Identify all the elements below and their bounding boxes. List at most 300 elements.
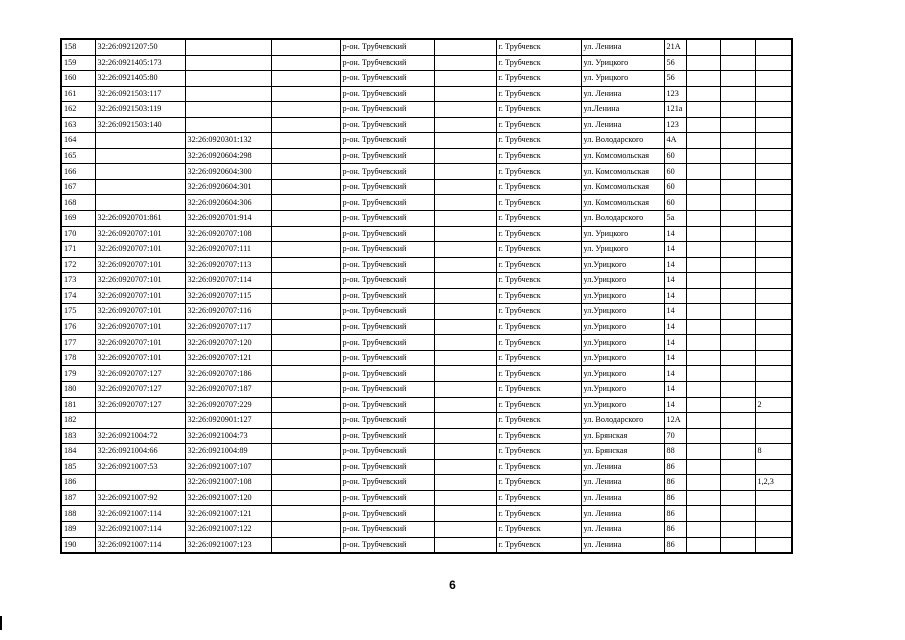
table-row — [61, 304, 792, 320]
city-cell: г. Трубчевск — [496, 304, 581, 320]
cadastral-number-cell: 32:26:0920701:861 — [95, 211, 185, 227]
table-row — [61, 428, 792, 444]
blank-cell — [434, 444, 496, 460]
building-number-cell: 32:26:0921007:107 — [185, 459, 271, 475]
blank-cell — [434, 257, 496, 273]
city-cell: г. Трубчевск — [496, 506, 581, 522]
district-cell: р-он. Трубчевский — [340, 55, 434, 71]
house-number-cell: 14 — [664, 350, 686, 366]
district-cell: р-он. Трубчевский — [340, 273, 434, 289]
blank-cell-3 — [720, 521, 755, 537]
city-cell: г. Трубчевск — [496, 537, 581, 553]
table-row — [61, 506, 792, 522]
cadastral-number-cell: 32:26:0921007:114 — [95, 537, 185, 553]
blank-cell-3 — [720, 382, 755, 398]
street-cell: ул. Ленина — [581, 117, 664, 133]
extra-cell — [271, 86, 340, 102]
street-cell: ул.Урицкого — [581, 350, 664, 366]
row-number-cell: 181 — [61, 397, 95, 413]
extra-cell — [271, 428, 340, 444]
district-cell: р-он. Трубчевский — [340, 490, 434, 506]
building-number-cell — [185, 86, 271, 102]
extra-cell — [271, 226, 340, 242]
note-cell: 8 — [755, 444, 792, 460]
district-cell: р-он. Трубчевский — [340, 521, 434, 537]
note-cell — [755, 273, 792, 289]
blank-cell-3 — [720, 413, 755, 429]
table-body — [61, 39, 792, 553]
building-number-cell: 32:26:0920604:306 — [185, 195, 271, 211]
note-cell: 1,2,3 — [755, 475, 792, 491]
row-number-cell: 186 — [61, 475, 95, 491]
street-cell: ул. Ленина — [581, 506, 664, 522]
blank-cell-2 — [686, 273, 720, 289]
extra-cell — [271, 459, 340, 475]
blank-cell-2 — [686, 335, 720, 351]
house-number-cell: 14 — [664, 382, 686, 398]
blank-cell-3 — [720, 537, 755, 553]
district-cell: р-он. Трубчевский — [340, 319, 434, 335]
district-cell: р-он. Трубчевский — [340, 71, 434, 87]
house-number-cell: 86 — [664, 506, 686, 522]
table-row — [61, 133, 792, 149]
row-number-cell: 163 — [61, 117, 95, 133]
blank-cell-3 — [720, 366, 755, 382]
table-row — [61, 350, 792, 366]
street-cell: ул. Ленина — [581, 39, 664, 55]
blank-cell-2 — [686, 319, 720, 335]
building-number-cell: 32:26:0920707:115 — [185, 288, 271, 304]
street-cell: ул. Брянская — [581, 428, 664, 444]
house-number-cell: 88 — [664, 444, 686, 460]
cadastral-number-cell: 32:26:0921007:114 — [95, 506, 185, 522]
cadastral-number-cell: 32:26:0921405:80 — [95, 71, 185, 87]
extra-cell — [271, 537, 340, 553]
city-cell: г. Трубчевск — [496, 366, 581, 382]
city-cell: г. Трубчевск — [496, 164, 581, 180]
street-cell: ул. Комсомольская — [581, 148, 664, 164]
district-cell: р-он. Трубчевский — [340, 86, 434, 102]
cadastral-number-cell: 32:26:0920707:101 — [95, 350, 185, 366]
street-cell: ул. Брянская — [581, 444, 664, 460]
blank-cell-3 — [720, 211, 755, 227]
extra-cell — [271, 148, 340, 164]
cadastral-number-cell — [95, 179, 185, 195]
street-cell: ул. Ленина — [581, 459, 664, 475]
blank-cell-2 — [686, 195, 720, 211]
row-number-cell: 185 — [61, 459, 95, 475]
row-number-cell: 182 — [61, 413, 95, 429]
cadastral-number-cell — [95, 413, 185, 429]
house-number-cell: 14 — [664, 273, 686, 289]
table-row — [61, 413, 792, 429]
district-cell: р-он. Трубчевский — [340, 39, 434, 55]
blank-cell-3 — [720, 304, 755, 320]
house-number-cell: 86 — [664, 490, 686, 506]
city-cell: г. Трубчевск — [496, 413, 581, 429]
table-row — [61, 335, 792, 351]
blank-cell — [434, 490, 496, 506]
blank-cell — [434, 226, 496, 242]
blank-cell — [434, 521, 496, 537]
blank-cell — [434, 428, 496, 444]
blank-cell — [434, 211, 496, 227]
house-number-cell: 14 — [664, 335, 686, 351]
street-cell: ул.Урицкого — [581, 257, 664, 273]
blank-cell — [434, 39, 496, 55]
building-number-cell: 32:26:0920604:298 — [185, 148, 271, 164]
blank-cell-2 — [686, 164, 720, 180]
city-cell: г. Трубчевск — [496, 335, 581, 351]
extra-cell — [271, 475, 340, 491]
district-cell: р-он. Трубчевский — [340, 366, 434, 382]
blank-cell-3 — [720, 133, 755, 149]
city-cell: г. Трубчевск — [496, 288, 581, 304]
table-row — [61, 490, 792, 506]
street-cell: ул.Урицкого — [581, 319, 664, 335]
cadastral-number-cell: 32:26:0921004:72 — [95, 428, 185, 444]
building-number-cell: 32:26:0921007:121 — [185, 506, 271, 522]
row-number-cell: 177 — [61, 335, 95, 351]
street-cell: ул. Комсомольская — [581, 179, 664, 195]
building-number-cell: 32:26:0920707:229 — [185, 397, 271, 413]
table-row — [61, 148, 792, 164]
note-cell — [755, 226, 792, 242]
cadastral-number-cell — [95, 148, 185, 164]
district-cell: р-он. Трубчевский — [340, 413, 434, 429]
blank-cell-3 — [720, 428, 755, 444]
street-cell: ул.Урицкого — [581, 273, 664, 289]
blank-cell-3 — [720, 117, 755, 133]
table-row — [61, 86, 792, 102]
extra-cell — [271, 413, 340, 429]
table-row — [61, 459, 792, 475]
blank-cell — [434, 506, 496, 522]
street-cell: ул.Урицкого — [581, 335, 664, 351]
table-row — [61, 39, 792, 55]
note-cell — [755, 211, 792, 227]
note-cell — [755, 102, 792, 118]
building-number-cell — [185, 102, 271, 118]
city-cell: г. Трубчевск — [496, 428, 581, 444]
street-cell: ул. Ленина — [581, 490, 664, 506]
extra-cell — [271, 382, 340, 398]
district-cell: р-он. Трубчевский — [340, 242, 434, 258]
building-number-cell: 32:26:0921004:89 — [185, 444, 271, 460]
row-number-cell: 167 — [61, 179, 95, 195]
street-cell: ул.Урицкого — [581, 304, 664, 320]
row-number-cell: 162 — [61, 102, 95, 118]
building-number-cell: 32:26:0921007:122 — [185, 521, 271, 537]
row-number-cell: 160 — [61, 71, 95, 87]
cadastral-number-cell: 32:26:0921503:119 — [95, 102, 185, 118]
district-cell: р-он. Трубчевский — [340, 459, 434, 475]
city-cell: г. Трубчевск — [496, 459, 581, 475]
city-cell: г. Трубчевск — [496, 86, 581, 102]
extra-cell — [271, 319, 340, 335]
house-number-cell: 123 — [664, 86, 686, 102]
blank-cell-2 — [686, 71, 720, 87]
blank-cell-3 — [720, 288, 755, 304]
city-cell: г. Трубчевск — [496, 397, 581, 413]
blank-cell-3 — [720, 55, 755, 71]
house-number-cell: 14 — [664, 304, 686, 320]
building-number-cell: 32:26:0920604:301 — [185, 179, 271, 195]
blank-cell — [434, 288, 496, 304]
district-cell: р-он. Трубчевский — [340, 537, 434, 553]
note-cell — [755, 148, 792, 164]
city-cell: г. Трубчевск — [496, 475, 581, 491]
house-number-cell: 14 — [664, 288, 686, 304]
street-cell: ул. Ленина — [581, 521, 664, 537]
building-number-cell: 32:26:0920707:186 — [185, 366, 271, 382]
note-cell — [755, 164, 792, 180]
note-cell — [755, 257, 792, 273]
note-cell — [755, 242, 792, 258]
blank-cell-3 — [720, 257, 755, 273]
note-cell — [755, 382, 792, 398]
cadastral-number-cell: 32:26:0920707:101 — [95, 257, 185, 273]
blank-cell-3 — [720, 475, 755, 491]
blank-cell-2 — [686, 133, 720, 149]
city-cell: г. Трубчевск — [496, 133, 581, 149]
table-row — [61, 382, 792, 398]
blank-cell-2 — [686, 475, 720, 491]
street-cell: ул.Урицкого — [581, 382, 664, 398]
city-cell: г. Трубчевск — [496, 490, 581, 506]
cadastral-number-cell: 32:26:0920707:101 — [95, 288, 185, 304]
blank-cell-2 — [686, 459, 720, 475]
cadastral-number-cell: 32:26:0920707:101 — [95, 319, 185, 335]
table-row — [61, 226, 792, 242]
cadastral-number-cell — [95, 164, 185, 180]
city-cell: г. Трубчевск — [496, 226, 581, 242]
note-cell — [755, 413, 792, 429]
district-cell: р-он. Трубчевский — [340, 195, 434, 211]
house-number-cell: 56 — [664, 55, 686, 71]
row-number-cell: 170 — [61, 226, 95, 242]
building-number-cell: 32:26:0920707:113 — [185, 257, 271, 273]
row-number-cell: 172 — [61, 257, 95, 273]
table-row — [61, 521, 792, 537]
table-row — [61, 71, 792, 87]
table-row — [61, 319, 792, 335]
district-cell: р-он. Трубчевский — [340, 475, 434, 491]
blank-cell-2 — [686, 211, 720, 227]
building-number-cell — [185, 71, 271, 87]
house-number-cell: 14 — [664, 242, 686, 258]
blank-cell-2 — [686, 413, 720, 429]
blank-cell — [434, 117, 496, 133]
blank-cell-2 — [686, 226, 720, 242]
blank-cell-3 — [720, 490, 755, 506]
street-cell: ул. Комсомольская — [581, 164, 664, 180]
city-cell: г. Трубчевск — [496, 179, 581, 195]
extra-cell — [271, 211, 340, 227]
extra-cell — [271, 273, 340, 289]
extra-cell — [271, 288, 340, 304]
note-cell — [755, 537, 792, 553]
street-cell: ул. Ленина — [581, 537, 664, 553]
house-number-cell: 60 — [664, 148, 686, 164]
note-cell — [755, 133, 792, 149]
cadastral-number-cell: 32:26:0921503:140 — [95, 117, 185, 133]
extra-cell — [271, 490, 340, 506]
blank-cell — [434, 86, 496, 102]
street-cell: ул. Володарского — [581, 413, 664, 429]
table-row — [61, 164, 792, 180]
house-number-cell: 123 — [664, 117, 686, 133]
note-cell — [755, 288, 792, 304]
extra-cell — [271, 39, 340, 55]
blank-cell — [434, 475, 496, 491]
extra-cell — [271, 350, 340, 366]
extra-cell — [271, 397, 340, 413]
row-number-cell: 161 — [61, 86, 95, 102]
city-cell: г. Трубчевск — [496, 521, 581, 537]
district-cell: р-он. Трубчевский — [340, 102, 434, 118]
district-cell: р-он. Трубчевский — [340, 226, 434, 242]
row-number-cell: 180 — [61, 382, 95, 398]
house-number-cell: 86 — [664, 537, 686, 553]
building-number-cell: 32:26:0920707:117 — [185, 319, 271, 335]
cadastral-number-cell: 32:26:0920707:127 — [95, 382, 185, 398]
blank-cell-2 — [686, 304, 720, 320]
building-number-cell — [185, 117, 271, 133]
row-number-cell: 166 — [61, 164, 95, 180]
blank-cell-2 — [686, 102, 720, 118]
district-cell: р-он. Трубчевский — [340, 257, 434, 273]
building-number-cell: 32:26:0920701:914 — [185, 211, 271, 227]
row-number-cell: 184 — [61, 444, 95, 460]
extra-cell — [271, 164, 340, 180]
extra-cell — [271, 257, 340, 273]
blank-cell-3 — [720, 86, 755, 102]
district-cell: р-он. Трубчевский — [340, 382, 434, 398]
blank-cell — [434, 102, 496, 118]
blank-cell-3 — [720, 273, 755, 289]
note-cell — [755, 366, 792, 382]
table-row — [61, 397, 792, 413]
house-number-cell: 14 — [664, 226, 686, 242]
building-number-cell: 32:26:0920707:111 — [185, 242, 271, 258]
extra-cell — [271, 55, 340, 71]
note-cell — [755, 117, 792, 133]
street-cell: ул. Ленина — [581, 475, 664, 491]
blank-cell — [434, 537, 496, 553]
city-cell: г. Трубчевск — [496, 211, 581, 227]
building-number-cell: 32:26:0921007:120 — [185, 490, 271, 506]
street-cell: ул. Володарского — [581, 133, 664, 149]
city-cell: г. Трубчевск — [496, 148, 581, 164]
house-number-cell: 121а — [664, 102, 686, 118]
blank-cell-2 — [686, 521, 720, 537]
cadastral-number-cell — [95, 195, 185, 211]
district-cell: р-он. Трубчевский — [340, 288, 434, 304]
blank-cell-3 — [720, 444, 755, 460]
cadastral-number-cell: 32:26:0921207:50 — [95, 39, 185, 55]
row-number-cell: 164 — [61, 133, 95, 149]
note-cell — [755, 335, 792, 351]
city-cell: г. Трубчевск — [496, 444, 581, 460]
district-cell: р-он. Трубчевский — [340, 397, 434, 413]
blank-cell — [434, 242, 496, 258]
row-number-cell: 175 — [61, 304, 95, 320]
city-cell: г. Трубчевск — [496, 382, 581, 398]
cadastral-number-cell: 32:26:0921007:53 — [95, 459, 185, 475]
blank-cell-3 — [720, 71, 755, 87]
property-table — [60, 38, 793, 554]
note-cell — [755, 304, 792, 320]
extra-cell — [271, 195, 340, 211]
city-cell: г. Трубчевск — [496, 273, 581, 289]
city-cell: г. Трубчевск — [496, 195, 581, 211]
note-cell — [755, 490, 792, 506]
house-number-cell: 14 — [664, 366, 686, 382]
note-cell — [755, 428, 792, 444]
blank-cell-3 — [720, 102, 755, 118]
city-cell: г. Трубчевск — [496, 39, 581, 55]
blank-cell — [434, 382, 496, 398]
blank-cell-2 — [686, 55, 720, 71]
table-row — [61, 242, 792, 258]
blank-cell-3 — [720, 319, 755, 335]
blank-cell-2 — [686, 257, 720, 273]
table-row — [61, 257, 792, 273]
city-cell: г. Трубчевск — [496, 257, 581, 273]
blank-cell — [434, 179, 496, 195]
district-cell: р-он. Трубчевский — [340, 350, 434, 366]
blank-cell — [434, 459, 496, 475]
note-cell — [755, 319, 792, 335]
house-number-cell: 4А — [664, 133, 686, 149]
table-row — [61, 366, 792, 382]
extra-cell — [271, 444, 340, 460]
blank-cell — [434, 148, 496, 164]
blank-cell — [434, 366, 496, 382]
house-number-cell: 14 — [664, 257, 686, 273]
house-number-cell: 21А — [664, 39, 686, 55]
house-number-cell: 5а — [664, 211, 686, 227]
table-row — [61, 475, 792, 491]
note-cell: 2 — [755, 397, 792, 413]
blank-cell-2 — [686, 428, 720, 444]
cadastral-number-cell — [95, 133, 185, 149]
blank-cell-3 — [720, 39, 755, 55]
house-number-cell: 56 — [664, 71, 686, 87]
blank-cell-3 — [720, 242, 755, 258]
extra-cell — [271, 117, 340, 133]
table-row — [61, 288, 792, 304]
blank-cell-3 — [720, 459, 755, 475]
note-cell — [755, 350, 792, 366]
blank-cell-2 — [686, 444, 720, 460]
blank-cell — [434, 335, 496, 351]
city-cell: г. Трубчевск — [496, 71, 581, 87]
cadastral-number-cell: 32:26:0920707:101 — [95, 304, 185, 320]
district-cell: р-он. Трубчевский — [340, 133, 434, 149]
row-number-cell: 158 — [61, 39, 95, 55]
note-cell — [755, 506, 792, 522]
extra-cell — [271, 521, 340, 537]
blank-cell-2 — [686, 490, 720, 506]
city-cell: г. Трубчевск — [496, 242, 581, 258]
building-number-cell: 32:26:0920707:120 — [185, 335, 271, 351]
house-number-cell: 60 — [664, 179, 686, 195]
cadastral-number-cell: 32:26:0921007:92 — [95, 490, 185, 506]
blank-cell-2 — [686, 39, 720, 55]
extra-cell — [271, 506, 340, 522]
